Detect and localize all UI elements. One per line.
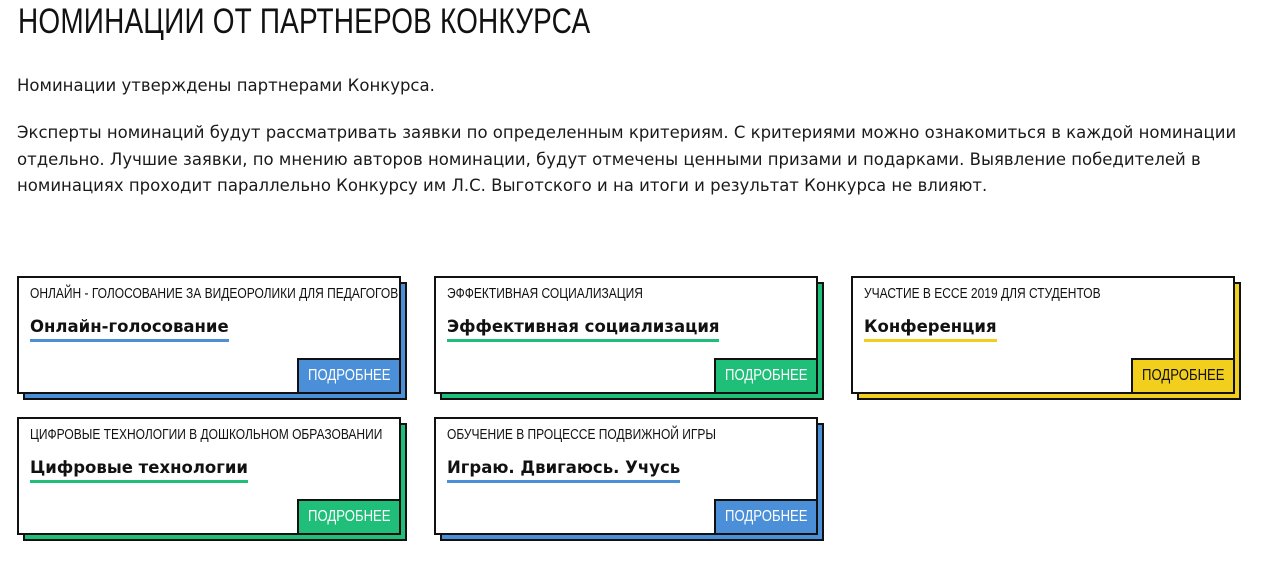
card-category: ОНЛАЙН - ГОЛОСОВАНИЕ ЗА ВИДЕОРОЛИКИ ДЛЯ ПЕДАГОГОВ [30, 285, 399, 302]
card-title-link[interactable]: Играю. Двигаюсь. Учусь [447, 457, 680, 483]
card-title-link[interactable]: Онлайн-голосование [30, 316, 229, 342]
card-category: ЦИФРОВЫЕ ТЕХНОЛОГИИ В ДОШКОЛЬНОМ ОБРАЗОВАНИИ [30, 426, 383, 443]
card-body [434, 417, 818, 535]
card-body [851, 276, 1235, 394]
card-body [434, 276, 818, 394]
more-button[interactable] [297, 499, 401, 535]
more-button-label: ПОДРОБНЕЕ [725, 367, 808, 384]
more-button-label: ПОДРОБНЕЕ [308, 508, 391, 525]
card-title-link[interactable]: Цифровые технологии [30, 457, 248, 483]
nomination-card-digital-tech [17, 417, 401, 535]
card-category: ОБУЧЕНИЕ В ПРОЦЕССЕ ПОДВИЖНОЙ ИГРЫ [447, 426, 717, 443]
more-button-label: ПОДРОБНЕЕ [725, 508, 808, 525]
intro-text: Номинации утверждены партнерами Конкурса. [17, 76, 435, 95]
more-button-label: ПОДРОБНЕЕ [308, 367, 391, 384]
nomination-card-conference [851, 276, 1235, 394]
more-button-label: ПОДРОБНЕЕ [1142, 367, 1225, 384]
card-category: УЧАСТИЕ В ECCE 2019 ДЛЯ СТУДЕНТОВ [864, 285, 1101, 302]
nomination-card-active-games [434, 417, 818, 535]
card-category: ЭФФЕКТИВНАЯ СОЦИАЛИЗАЦИЯ [447, 285, 643, 302]
card-body [17, 276, 401, 394]
page-title: НОМИНАЦИИ ОТ ПАРТНЕРОВ КОНКУРСА [18, 2, 591, 41]
more-button[interactable] [714, 499, 818, 535]
more-button[interactable] [714, 358, 818, 394]
nomination-card-socialization [434, 276, 818, 394]
card-title-link[interactable]: Конференция [864, 316, 997, 342]
more-button[interactable] [297, 358, 401, 394]
card-title-link[interactable]: Эффективная социализация [447, 316, 719, 342]
nomination-card-online-voting [17, 276, 401, 394]
card-body [17, 417, 401, 535]
description-text: Эксперты номинаций будут рассматривать заявки по определенным критериям. С критериями можно ознакомиться в каждой номинации отдельно. Лучшие заявки, по мнению авторов номинации, будут отмечены ценными призами и подарками. Выявление победителей в номинациях проходит параллельно Конкурсу им Л.С. Выготского и на итоги и результат Конкурса не влияют. [17, 123, 1237, 195]
more-button[interactable] [1131, 358, 1235, 394]
